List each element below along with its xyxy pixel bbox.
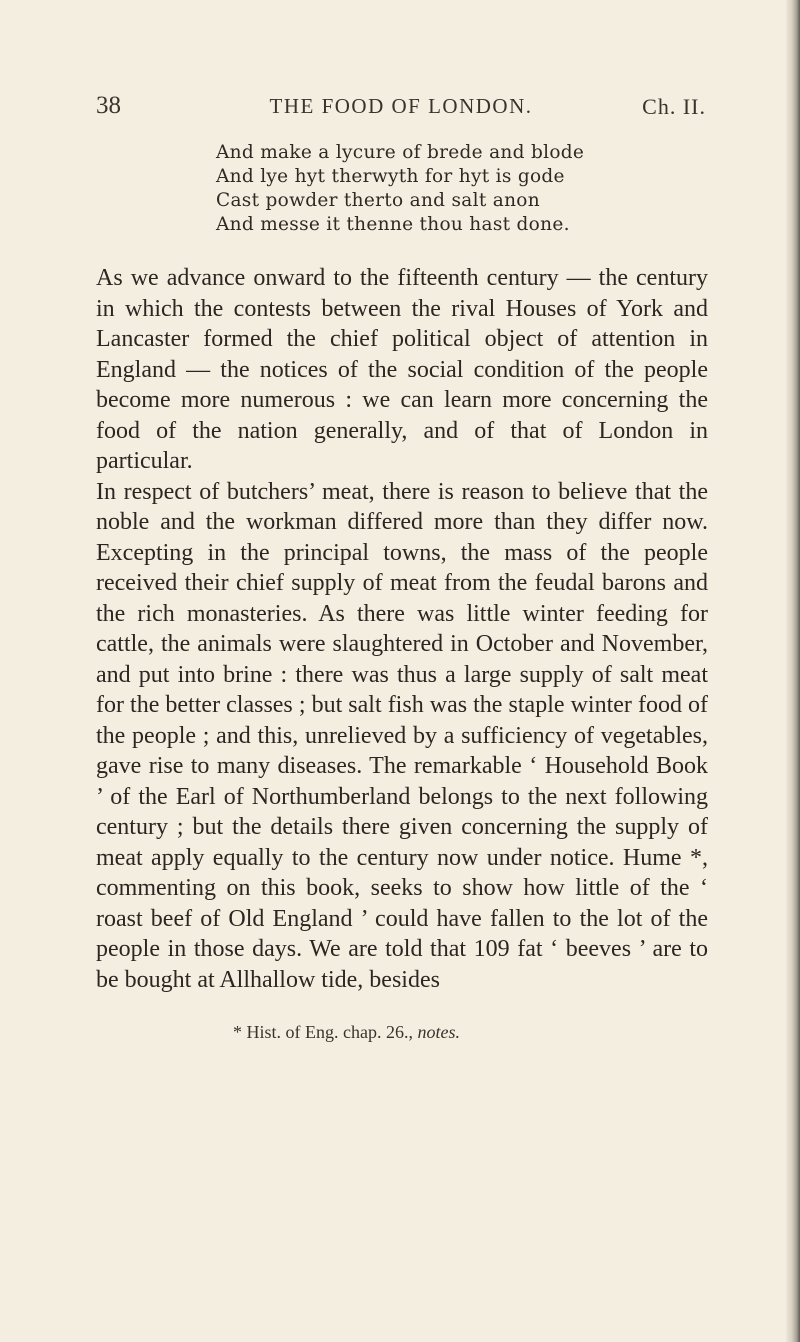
page-edge-shadow (786, 0, 800, 1342)
page-header (96, 92, 706, 122)
verse-quotation (216, 141, 696, 237)
verse-line: And messe it thenne thou hast done. (216, 214, 570, 235)
verse-line: Cast powder therto and salt anon (216, 190, 540, 211)
paragraph-butchers-meat: In respect of butchers’ meat, there is reason to believe that the noble and the workman differed more than they differ now. Excepting in the principal towns, the mass of the people received their chief supply of meat from the feudal barons and the rich monasteries. As there was little winter feeding for cattle, the animals were slaughtered in October and November, and put into brine : there was thus a large supply of salt meat for the better classes ; but salt fish was the staple winter food of the people ; and this, unrelieved by a sufficiency of vegetables, gave rise to many diseases. The remarkable ‘ Household Book ’ of the Earl of Northumberland belongs to the next following century ; but the details there given concerning the supply of meat apply equally to the century now under notice. Hume *, commenting on this book, seeks to show how little of the ‘ roast beef of Old England ’ could have fallen to the lot of the people in those days. We are told that 109 fat ‘ beeves ’ are to be bought at Allhallow tide, besides (96, 478, 708, 993)
body-text (96, 263, 708, 995)
footnote-notes: notes. (417, 1022, 460, 1042)
footnote-text: * Hist. of Eng. chap. 26., (233, 1022, 413, 1042)
verse-line: And lye hyt therwyth for hyt is gode (216, 166, 565, 187)
running-title: THE FOOD OF LONDON. (269, 94, 533, 118)
verse-line: And make a lycure of brede and blode (216, 142, 585, 163)
page-number: 38 (96, 92, 121, 119)
footnote (233, 1022, 460, 1043)
chapter-label: Ch. II. (642, 94, 706, 119)
paragraph-fifteenth-century: As we advance onward to the fifteenth century — the century in which the contests between the rival Houses of York and Lancaster formed the chief political object of attention in England — the notices of the social condition of the people become more numerous : we can learn more concerning the food of the nation generally, and of that of London in particular. (96, 265, 708, 474)
